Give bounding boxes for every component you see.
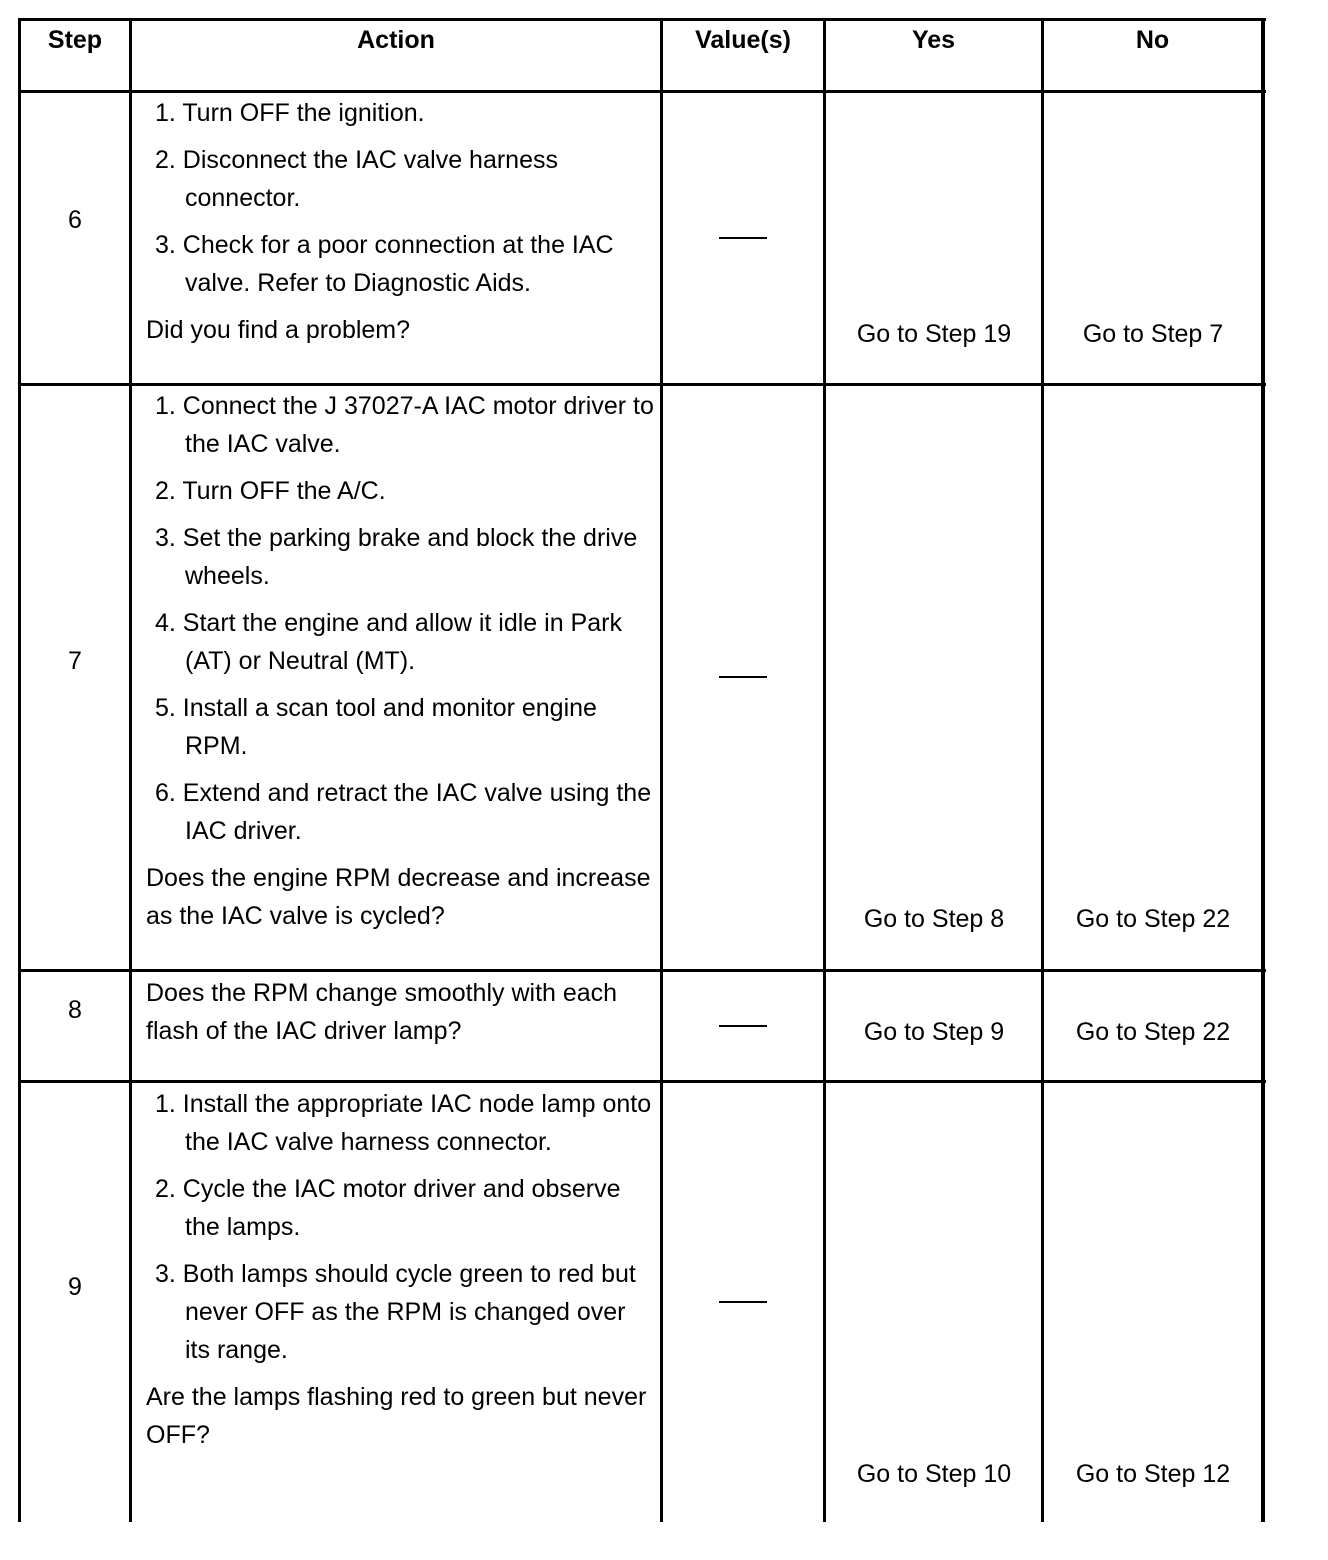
action-question: Does the RPM change smoothly with each flash of the IAC driver lamp? bbox=[146, 979, 618, 1045]
action-cell bbox=[146, 387, 656, 935]
column-divider bbox=[660, 18, 663, 1522]
yes-result: Go to Step 9 bbox=[863, 1018, 1005, 1046]
action-item: 1. Connect the J 37027-A IAC motor driver to the IAC valve. bbox=[155, 392, 654, 458]
table-border-top bbox=[18, 18, 1266, 21]
no-result: Go to Step 22 bbox=[1075, 1018, 1231, 1046]
value-dash bbox=[719, 676, 767, 678]
header-action: Action bbox=[357, 26, 435, 54]
step-number: 7 bbox=[68, 647, 82, 675]
row-divider bbox=[18, 969, 1266, 972]
action-item: 3. Set the parking brake and block the drive wheels. bbox=[155, 524, 638, 590]
column-divider bbox=[1041, 18, 1044, 1522]
action-item: 3. Check for a poor connection at the IAC valve. Refer to Diagnostic Aids. bbox=[155, 231, 614, 297]
yes-result: Go to Step 8 bbox=[863, 905, 1005, 933]
action-item: 3. Both lamps should cycle green to red but never OFF as the RPM is changed over its range. bbox=[155, 1260, 636, 1364]
header-yes: Yes bbox=[911, 26, 956, 54]
row-divider bbox=[18, 1080, 1266, 1083]
column-divider bbox=[129, 18, 132, 1522]
step-number: 6 bbox=[68, 206, 82, 234]
action-item: 4. Start the engine and allow it idle in Park (AT) or Neutral (MT). bbox=[155, 609, 622, 675]
no-result: Go to Step 22 bbox=[1075, 905, 1231, 933]
action-item: 1. Install the appropriate IAC node lamp onto the IAC valve harness connector. bbox=[155, 1090, 652, 1156]
action-item: 1. Turn OFF the ignition. bbox=[155, 99, 425, 127]
value-dash bbox=[719, 237, 767, 239]
action-item: 5. Install a scan tool and monitor engine RPM. bbox=[155, 694, 597, 760]
header-values: Value(s) bbox=[695, 26, 791, 54]
action-item: 2. Cycle the IAC motor driver and observe the lamps. bbox=[155, 1175, 621, 1241]
yes-result: Go to Step 19 bbox=[856, 320, 1012, 348]
row-divider bbox=[18, 383, 1266, 386]
action-question: Does the engine RPM decrease and increase as the IAC valve is cycled? bbox=[146, 864, 651, 930]
table-border-right bbox=[1261, 18, 1265, 1522]
action-cell bbox=[146, 1085, 656, 1454]
step-number: 9 bbox=[68, 1273, 82, 1301]
value-dash bbox=[719, 1301, 767, 1303]
action-cell bbox=[146, 974, 656, 1050]
action-question: Did you find a problem? bbox=[146, 316, 411, 344]
header-step: Step bbox=[47, 26, 103, 54]
no-result: Go to Step 12 bbox=[1075, 1460, 1231, 1488]
action-cell bbox=[146, 94, 656, 349]
column-divider bbox=[823, 18, 826, 1522]
yes-result: Go to Step 10 bbox=[856, 1460, 1012, 1488]
step-number: 8 bbox=[68, 996, 82, 1024]
header-divider bbox=[18, 90, 1266, 93]
action-item: 2. Disconnect the IAC valve harness connector. bbox=[155, 146, 558, 212]
no-result: Go to Step 7 bbox=[1082, 320, 1224, 348]
action-item: 2. Turn OFF the A/C. bbox=[155, 477, 386, 505]
action-question: Are the lamps flashing red to green but never OFF? bbox=[146, 1383, 647, 1449]
action-item: 6. Extend and retract the IAC valve using the IAC driver. bbox=[155, 779, 652, 845]
value-dash bbox=[719, 1025, 767, 1027]
header-no: No bbox=[1135, 26, 1170, 54]
